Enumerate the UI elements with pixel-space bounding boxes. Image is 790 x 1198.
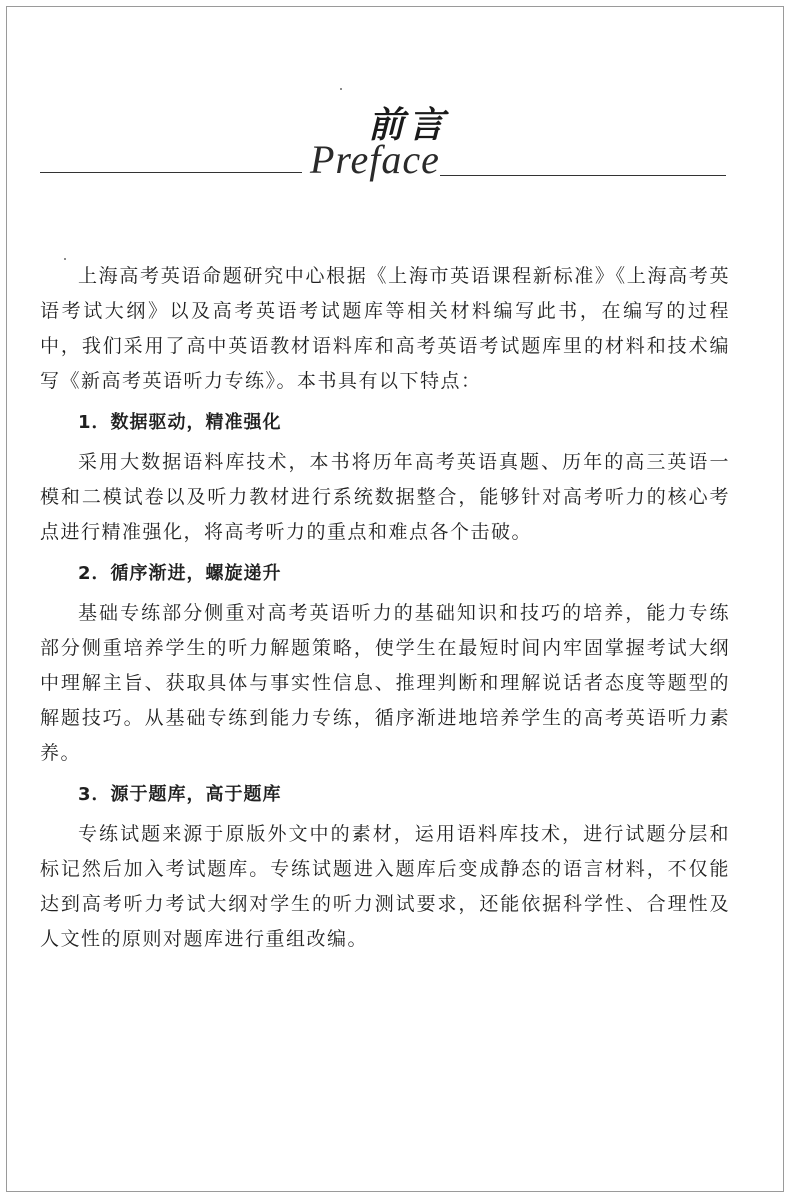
intro-paragraph: 上海高考英语命题研究中心根据《上海市英语课程新标准》《上海高考英语考试大纲》以及高考英语考试题库等相关材料编写此书，在编写的过程中，我们采用了高中英语教材语料库和高考英语考试题库里的材料和技术编写《新高考英语听力专练》。本书具有以下特点： [40,265,730,392]
section-heading-3: 3．源于题库，高于题库 [78,784,282,805]
page-title-english: Preface [310,137,440,182]
page-title: 前言 [368,105,449,146]
header-rule-left [40,172,302,173]
header-rule-right [440,175,726,176]
section-paragraph-3: 专练试题来源于原版外文中的素材，运用语料库技术，进行试题分层和标记然后加入考试题库。专练试题进入题库后变成静态的语言材料，不仅能达到高考听力考试大纲对学生的听力测试要求，还能依据科学性、合理性及人文性的原则对题库进行重组改编。 [40,823,730,950]
section-heading-2: 2．循序渐进，螺旋递升 [78,563,282,584]
section-paragraph-2: 基础专练部分侧重对高考英语听力的基础知识和技巧的培养，能力专练部分侧重培养学生的听力解题策略，使学生在最短时间内牢固掌握考试大纲中理解主旨、获取具体与事实性信息、推理判断和理解说话者态度等题型的解题技巧。从基础专练到能力专练，循序渐进地培养学生的高考英语听力素养。 [40,602,730,764]
preface-header [0,0,790,200]
section-paragraph-1: 采用大数据语料库技术，本书将历年高考英语真题、历年的高三英语一模和二模试卷以及听力教材进行系统数据整合，能够针对高考听力的核心考点进行精准强化，将高考听力的重点和难点各个击破。 [40,451,730,543]
section-heading-1: 1．数据驱动，精准强化 [78,412,282,433]
preface-body [40,259,730,957]
